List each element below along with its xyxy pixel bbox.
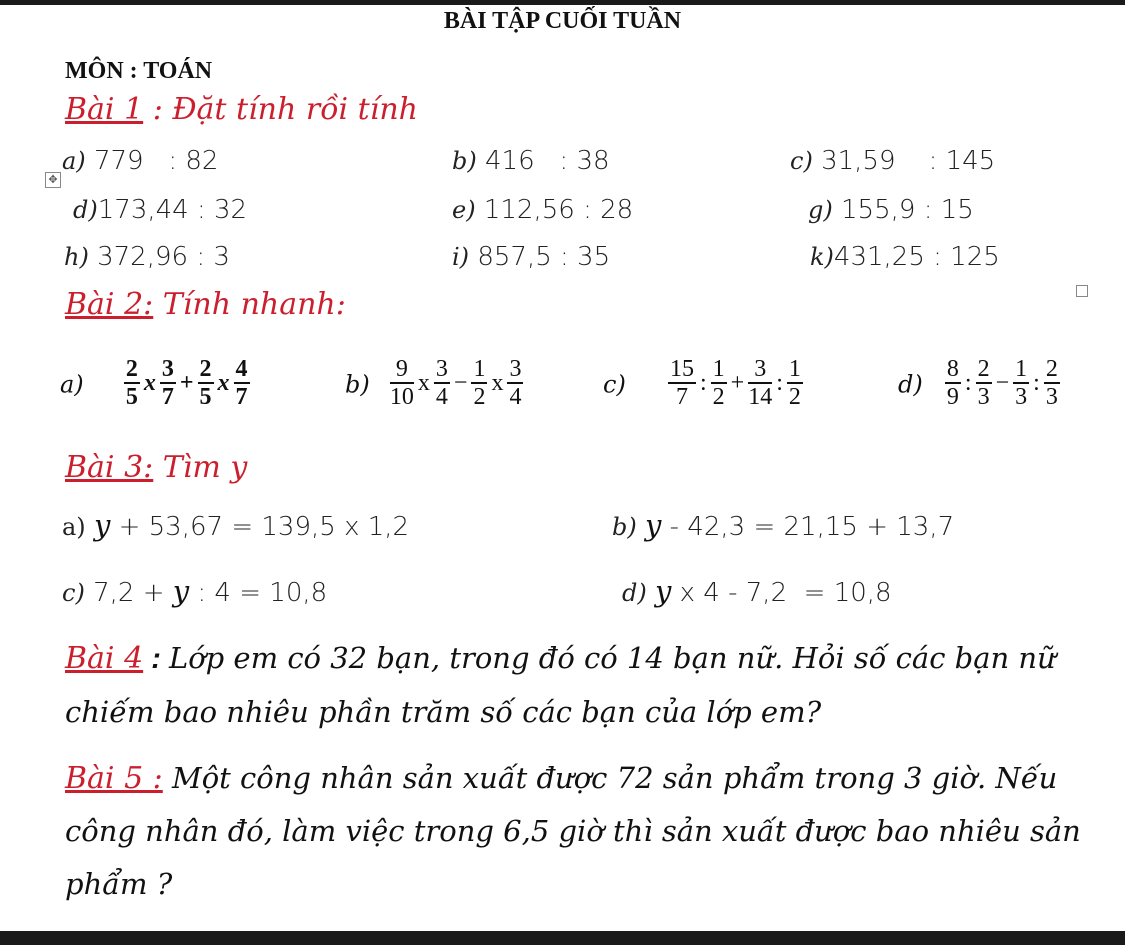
bai1-heading-text: : Đặt tính rồi tính: [143, 92, 418, 127]
bai4-paragraph: Bài 4 : Lớp em có 32 bạn, trong đó có 14 bạn nữ. Hỏi số các bạn nữ chiếm bao nhiêu phần trăm số các bạn của lớp em?: [65, 641, 1056, 729]
bai3-heading: [65, 450, 247, 485]
bai1-item-d: d)173,44 : 32: [73, 195, 248, 225]
bai4-text: Lớp em có 32 bạn, trong đó có 14 bạn nữ. Hỏi số các bạn nữ chiếm bao nhiêu phần trăm số các bạn của lớp em?: [65, 641, 1056, 729]
bai1-item-e: e) 112,56 : 28: [452, 195, 634, 225]
bai1-heading-label: Bài 1: [65, 92, 144, 127]
fraction: $\frac{1}{2}$: [788, 356, 801, 411]
bai1-item-h: h) 372,96 : 3: [64, 242, 230, 272]
bai3-item-a: a) y + 53,67 = 139,5 x 1,2: [62, 508, 410, 542]
fraction: $\frac{2}{5}$: [199, 356, 212, 411]
table-move-handle-icon[interactable]: ✥: [45, 172, 61, 188]
fraction: $\frac{8}{9}$: [946, 356, 959, 411]
fraction: $\frac{3}{7}$: [161, 356, 174, 411]
subject-label: MÔN : TOÁN: [65, 58, 213, 84]
bai5-heading-label: Bài 5 :: [65, 761, 163, 796]
bai3-item-d: d) y x 4 - 7,2 = 10,8: [622, 574, 892, 608]
bai2-heading-label: Bài 2:: [65, 287, 154, 322]
bai3-item-c: c) 7,2 + y : 4 = 10,8: [62, 574, 328, 608]
bai1-heading: [65, 92, 418, 127]
bai2-item-c: c) $\frac{15}{7}$ : $\frac{1}{2}$ + $\frac{3}{14}$ : $\frac{1}{2}$: [603, 356, 801, 411]
fraction: $\frac{9}{10}$: [389, 356, 414, 411]
fraction: $\frac{2}{5}$: [125, 356, 138, 411]
fraction: $\frac{3}{14}$: [748, 356, 773, 411]
fraction: $\frac{1}{3}$: [1015, 356, 1028, 411]
bai2-item-d: d) $\frac{8}{9}$ : $\frac{2}{3}$ − $\frac{1}{3}$ : $\frac{2}{3}$: [898, 356, 1058, 411]
bai2-heading-text: Tính nhanh:: [153, 287, 346, 322]
document-title: BÀI TẬP CUỐI TUẦN: [443, 8, 682, 34]
bai3-heading-text: Tìm y: [153, 450, 248, 485]
bai3-heading-label: Bài 3:: [65, 450, 154, 485]
text-box-handle[interactable]: [1076, 285, 1088, 297]
fraction: $\frac{2}{3}$: [977, 356, 990, 411]
fraction: $\frac{2}{3}$: [1045, 356, 1058, 411]
bai1-item-c: c) 31,59 : 145: [790, 146, 996, 176]
bai4-heading-label: Bài 4: [65, 641, 144, 676]
bai5-paragraph: [65, 752, 1125, 911]
fraction: $\frac{3}{4}$: [509, 356, 522, 411]
fraction: $\frac{1}{2}$: [712, 356, 725, 411]
bai1-item-b: b) 416 : 38: [452, 146, 610, 176]
top-border: [0, 0, 1125, 5]
fraction: $\frac{1}{2}$: [473, 356, 486, 411]
bai1-item-g: g) 155,9 : 15: [808, 195, 974, 225]
bai2-item-b: b) $\frac{9}{10}$ x $\frac{3}{4}$ − $\frac{1}{2}$ x $\frac{3}{4}$: [345, 356, 522, 411]
fraction: $\frac{15}{7}$: [670, 356, 694, 411]
bai5-text: Một công nhân sản xuất được 72 sản phẩm trong 3 giờ. Nếu công nhân đó, làm việc trong 6,5 giờ thì sản xuất được bao nhiêu sản phẩm ?: [65, 761, 1081, 901]
bai1-item-i: i) 857,5 : 35: [452, 242, 611, 272]
bai1-item-k: k)431,25 : 125: [810, 242, 1000, 272]
bai1-item-a: a) 779 : 82: [62, 146, 219, 176]
bai2-item-a: a) $\frac{2}{5}$ x $\frac{3}{7}$ + $\frac{2}{5}$ x $\frac{4}{7}$: [60, 356, 248, 411]
bottom-border: [0, 931, 1125, 945]
bai2-heading: [65, 287, 346, 322]
fraction: $\frac{4}{7}$: [235, 356, 248, 411]
bai3-item-b: b) y - 42,3 = 21,15 + 13,7: [612, 508, 955, 542]
fraction: $\frac{3}{4}$: [435, 356, 448, 411]
